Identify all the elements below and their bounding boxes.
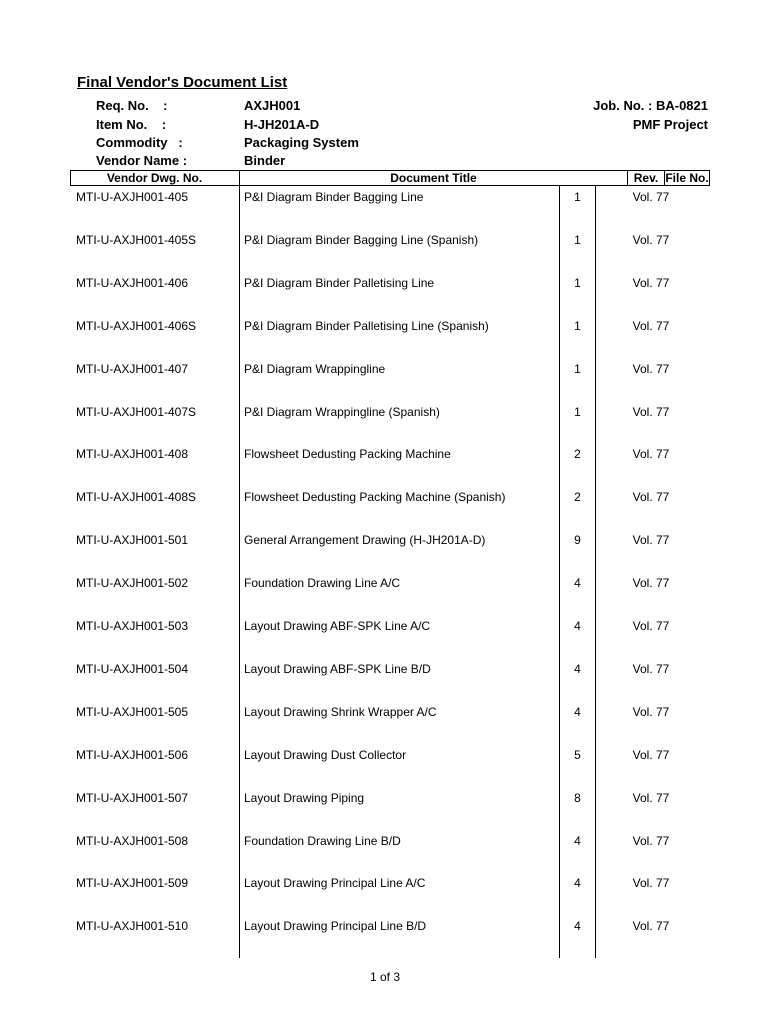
rev-cell: 4 [574,704,581,719]
document-title-cell: Flowsheet Dedusting Packing Machine [244,447,451,462]
rev-cell: 9 [574,533,581,548]
vendor-name-value: Binder [244,153,286,168]
rev-cell: 5 [574,747,581,762]
rev-cell: 2 [574,447,581,462]
column-header-file-no: File No. [665,171,709,185]
table-row [0,832,768,850]
document-title-cell: Layout Drawing Principal Line B/D [244,919,427,934]
document-title-cell: Layout Drawing Shrink Wrapper A/C [244,704,437,719]
vendor-dwg-no-cell: MTI-U-AXJH001-408S [76,490,197,505]
rev-cell: 1 [574,318,581,333]
table-row [0,317,768,335]
table-header [70,170,710,186]
document-title-cell: Foundation Drawing Line A/C [244,576,401,591]
req-no-value: AXJH001 [244,98,301,113]
req-no-label: Req. No. : [96,98,168,113]
file-no-cell: Vol. 77 [632,704,670,719]
document-title-cell: Layout Drawing Dust Collector [244,747,407,762]
rev-cell: 1 [574,232,581,247]
table-row [0,617,768,635]
file-no-cell: Vol. 77 [632,361,670,376]
file-no-cell: Vol. 77 [632,190,670,204]
table-row [0,574,768,592]
file-no-cell: Vol. 77 [632,919,670,934]
vendor-dwg-no-cell: MTI-U-AXJH001-505 [76,704,189,719]
vendor-dwg-no-cell: MTI-U-AXJH001-405S [76,232,197,247]
rev-cell: 4 [574,661,581,676]
table-row [0,703,768,721]
rev-cell: 4 [574,833,581,848]
vendor-dwg-no-cell: MTI-U-AXJH001-504 [76,661,189,676]
file-no-cell: Vol. 77 [632,833,670,848]
document-title-cell: P&I Diagram Binder Bagging Line [244,190,424,204]
document-table-body [0,186,768,958]
job-no: Job. No. : BA-0821 [593,98,708,113]
document-title-cell: P&I Diagram Binder Bagging Line (Spanish) [244,232,479,247]
rev-cell: 1 [574,404,581,419]
vendor-dwg-no-cell: MTI-U-AXJH001-503 [76,619,189,633]
vendor-dwg-no-cell: MTI-U-AXJH001-506 [76,747,189,762]
file-no-cell: Vol. 77 [632,275,670,290]
file-no-cell: Vol. 77 [632,404,670,419]
file-no-cell: Vol. 77 [632,576,670,591]
rev-cell: 1 [574,361,581,376]
commodity-label: Commodity : [96,135,183,150]
rev-cell: 1 [574,190,581,204]
page-number: 1 of 3 [369,970,401,984]
file-no-cell: Vol. 77 [632,447,670,462]
vendor-dwg-no-cell: MTI-U-AXJH001-407S [76,404,197,419]
rev-cell: 4 [574,919,581,934]
vendor-dwg-no-cell: MTI-U-AXJH001-406 [76,275,189,290]
column-header-document-title: Document Title [239,171,628,185]
vendor-dwg-no-cell: MTI-U-AXJH001-510 [76,919,189,934]
commodity-row [0,135,768,153]
document-title-cell: P&I Diagram Binder Palletising Line (Spanish) [244,318,489,333]
vendor-dwg-no-cell: MTI-U-AXJH001-406S [76,318,197,333]
document-title-cell: Layout Drawing ABF-SPK Line B/D [244,661,431,676]
item-no-label: Item No. : [96,117,167,132]
rev-cell: 4 [574,619,581,633]
document-title-cell: P&I Diagram Wrappingline (Spanish) [244,404,440,419]
vendor-dwg-no-cell: MTI-U-AXJH001-407 [76,361,189,376]
table-row [0,445,768,463]
table-row [0,360,768,378]
rev-cell: 4 [574,876,581,891]
column-header-rev: Rev. [633,171,659,185]
table-row [0,789,768,807]
file-no-cell: Vol. 77 [632,619,670,633]
table-row [0,231,768,249]
page-title: Final Vendor's Document List [77,74,288,91]
table-row [0,274,768,292]
vendor-name-row [0,153,768,171]
table-row [0,746,768,764]
document-title-cell: P&I Diagram Binder Palletising Line [244,275,435,290]
table-row [0,660,768,678]
column-header-vendor-dwg-no: Vendor Dwg. No. [106,171,203,185]
document-title-cell: Layout Drawing Principal Line A/C [244,876,426,891]
file-no-cell: Vol. 77 [632,533,670,548]
document-title-cell: Layout Drawing ABF-SPK Line A/C [244,619,431,633]
table-row [0,531,768,549]
file-no-cell: Vol. 77 [632,490,670,505]
table-row [0,403,768,421]
file-no-cell: Vol. 77 [632,661,670,676]
rev-cell: 1 [574,275,581,290]
vendor-dwg-no-cell: MTI-U-AXJH001-405 [76,190,189,204]
file-no-cell: Vol. 77 [632,876,670,891]
file-no-cell: Vol. 77 [632,747,670,762]
req-no-row [0,98,768,116]
item-no-row [0,117,768,135]
file-no-cell: Vol. 77 [632,318,670,333]
document-title-cell: P&I Diagram Wrappingline [244,361,386,376]
document-title-cell: Flowsheet Dedusting Packing Machine (Spanish) [244,490,506,505]
rev-cell: 8 [574,790,581,805]
vendor-dwg-no-cell: MTI-U-AXJH001-507 [76,790,189,805]
project-name: PMF Project [632,117,708,132]
commodity-value: Packaging System [244,135,359,150]
vendor-dwg-no-cell: MTI-U-AXJH001-502 [76,576,189,591]
rev-cell: 4 [574,576,581,591]
document-title-cell: General Arrangement Drawing (H-JH201A-D) [244,533,486,548]
table-row [0,874,768,892]
vendor-dwg-no-cell: MTI-U-AXJH001-508 [76,833,189,848]
vendor-dwg-no-cell: MTI-U-AXJH001-501 [76,533,189,548]
file-no-cell: Vol. 77 [632,232,670,247]
document-title-cell: Foundation Drawing Line B/D [244,833,401,848]
table-row [0,188,768,206]
rev-cell: 2 [574,490,581,505]
vendor-dwg-no-cell: MTI-U-AXJH001-408 [76,447,189,462]
table-row [0,917,768,935]
item-no-value: H-JH201A-D [244,117,320,132]
file-no-cell: Vol. 77 [632,790,670,805]
vendor-name-label: Vendor Name : [96,153,188,168]
table-row [0,488,768,506]
vendor-dwg-no-cell: MTI-U-AXJH001-509 [76,876,189,891]
document-title-cell: Layout Drawing Piping [244,790,365,805]
